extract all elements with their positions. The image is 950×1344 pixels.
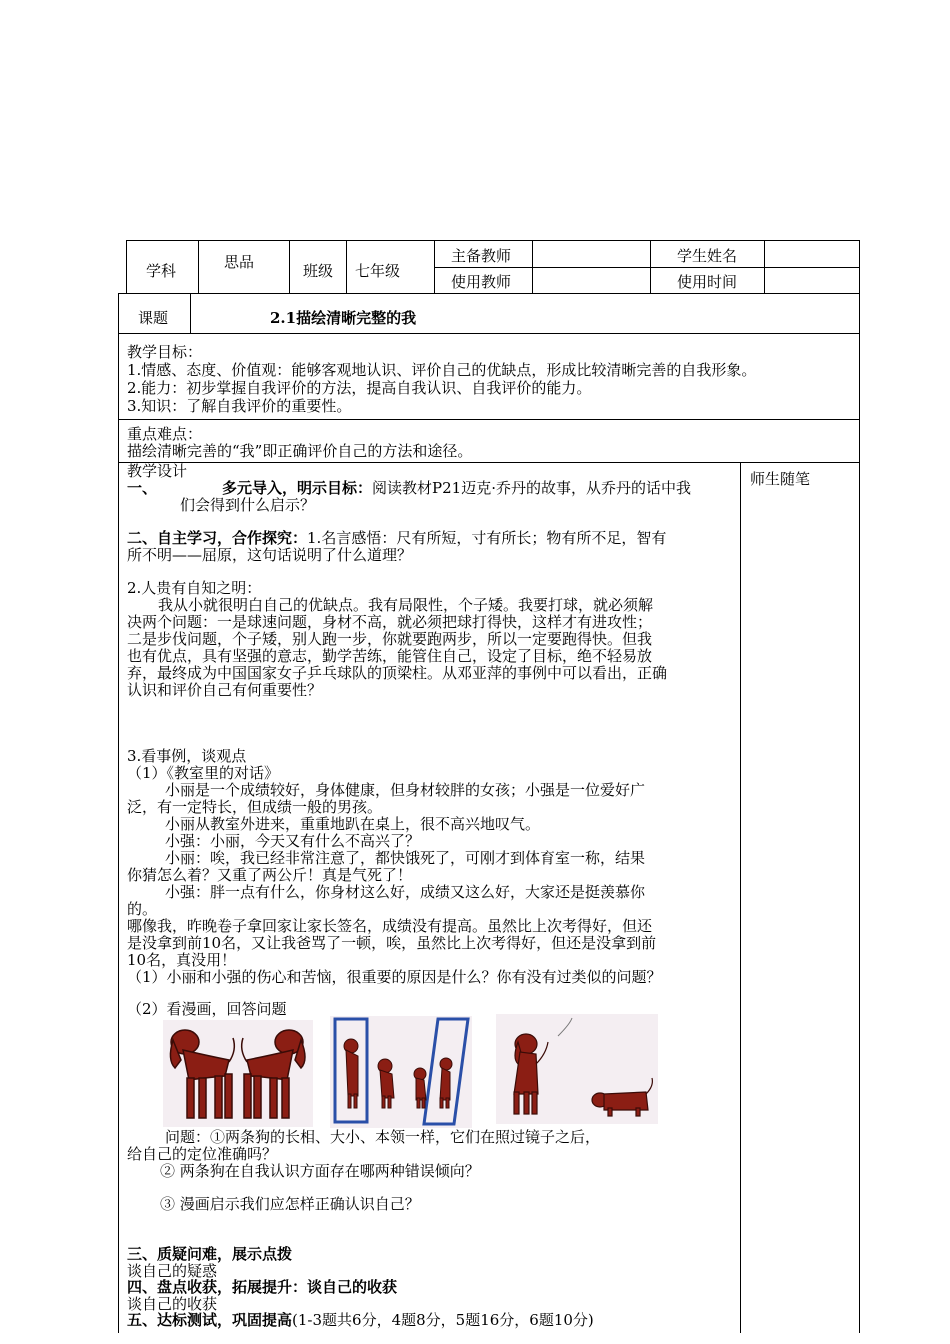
dialog-line: 小丽是一个成绩较好，身体健康，但身材较胖的女孩；小强是一位爱好广 — [165, 781, 646, 799]
section-1 — [222, 480, 691, 497]
comic-question-1-cont: 给自己的定位准确吗？ — [127, 1145, 278, 1163]
key-points-text: 描绘清晰完善的“我”即正确评价自己的方法和途径。 — [127, 442, 473, 460]
comic-question-1: 问题：①两条狗的长相、大小、本领一样，它们在照过镜子之后， — [165, 1128, 601, 1146]
part-2-line: 二是步伐问题，个子矮，别人跑一步，你就要跑两步，所以一定要跑得快。但我 — [127, 630, 653, 648]
section-1-text-cont: 们会得到什么启示？ — [180, 496, 316, 514]
part-3-title: 3.看事例，谈观点 — [127, 747, 247, 765]
notes-label: 师生随笔 — [750, 470, 811, 488]
subject-value: 思品 — [224, 253, 255, 271]
section-5 — [127, 1312, 594, 1329]
part-3-subtitle: （1）《教室里的对话》 — [127, 764, 280, 782]
design-title: 教学设计 — [127, 462, 188, 480]
dialog-line: 哪像我，昨晚卷子拿回家让家长签名，成绩没有提高。虽然比上次考得好，但还 — [127, 917, 653, 935]
dialog-line: 小丽从教室外进来，重重地趴在桌上，很不高兴地叹气。 — [165, 815, 541, 833]
dialog-line: 小强：胖一点有什么，你身材这么好，成绩又这么好，大家还是挺羡慕你 — [165, 883, 646, 901]
section-2-heading: 二、自主学习，合作探究： — [127, 529, 308, 547]
subject-label: 学科 — [146, 262, 177, 280]
question-2-title: （2）看漫画，回答问题 — [127, 1000, 287, 1018]
goal-item: 3.知识：了解自我评价的重要性。 — [127, 397, 352, 415]
key-points-title: 重点难点： — [127, 425, 203, 443]
class-label: 班级 — [303, 262, 334, 280]
section-1-text: 阅读教材P21迈克·乔丹的故事，从乔丹的话中我 — [372, 479, 691, 497]
section-5-text: (1-3题共6分，4题8分，5题16分，6题10分) — [292, 1311, 594, 1329]
lead-teacher-label: 主备教师 — [451, 247, 512, 265]
class-value: 七年级 — [355, 262, 401, 280]
goals-title: 教学目标： — [127, 343, 203, 361]
part-2-line: 决两个问题：一是球速问题，身材不高，就必须把球打得快，这样才有进攻性； — [127, 613, 653, 631]
comic-question-2: ② 两条狗在自我认识方面存在哪两种错误倾向？ — [160, 1162, 480, 1180]
user-teacher-label: 使用教师 — [451, 273, 512, 291]
dialog-line: 的。 — [127, 900, 158, 918]
dialog-line: 小丽：唉，我已经非常注意了，都快饿死了，可刚才到体育室一称，结果 — [165, 849, 646, 867]
section-2-text: 1.名言感悟：尺有所短，寸有所长；物有所不足，智有 — [307, 529, 667, 547]
section-4-text: 谈自己的收获 — [127, 1295, 218, 1313]
dialog-line: 小强：小丽，今天又有什么不高兴了？ — [165, 832, 421, 850]
section-1-number: 一、 — [127, 479, 158, 497]
section-2-text-cont: 所不明——屈原，这句话说明了什么道理？ — [127, 546, 413, 564]
dialog-line: 是没拿到前10名，又让我爸骂了一顿，唉，虽然比上次考得好，但还是没拿到前 — [127, 934, 657, 952]
section-4-heading: 四、盘点收获，拓展提升：谈自己的收获 — [127, 1278, 398, 1296]
dialog-line: 你猜怎么着？又重了两公斤！真是气死了！ — [127, 866, 413, 884]
topic-label: 课题 — [138, 309, 169, 327]
comic-panel-3-dogs-image — [496, 1014, 658, 1124]
student-name-label: 学生姓名 — [677, 247, 738, 265]
section-5-heading: 五、达标测试，巩固提高 — [127, 1311, 293, 1329]
part-2-line: 弃，最终成为中国国家女子乒乓球队的顶梁柱。从邓亚萍的事例中可以看出，正确 — [127, 664, 668, 682]
goal-item: 1.情感、态度、价值观：能够客观地认识、评价自己的优缺点，形成比较清晰完善的自我形象。 — [127, 361, 757, 379]
dialog-line: 10名，真没用！ — [127, 951, 237, 969]
part-2-line: 也有优点，具有坚强的意志，勤学苦练，能管住自己，设定了目标，绝不轻易放 — [127, 647, 653, 665]
goal-item: 2.能力：初步掌握自我评价的方法，提高自我认识、自我评价的能力。 — [127, 379, 592, 397]
dialog-line: 泛，有一定特长，但成绩一般的男孩。 — [127, 798, 383, 816]
part-2-title: 2.人贵有自知之明： — [127, 579, 262, 597]
section-3-heading: 三、质疑问难，展示点拨 — [127, 1245, 293, 1263]
comic-panel-2-mirror-image — [330, 1016, 472, 1128]
comic-question-3: ③ 漫画启示我们应怎样正确认识自己？ — [160, 1195, 420, 1213]
section-2 — [127, 530, 666, 547]
topic-title: 2.1描绘清晰完整的我 — [270, 309, 417, 327]
part-2-line: 我从小就很明白自己的优缺点。我有局限性，个子矮。我要打球，就必须解 — [158, 596, 654, 614]
comic-panel-1-dogs-image — [163, 1020, 313, 1127]
part-2-line: 认识和评价自己有何重要性？ — [127, 681, 323, 699]
question-1: （1）小丽和小强的伤心和苦恼，很重要的原因是什么？你有没有过类似的问题？ — [127, 968, 662, 986]
use-time-label: 使用时间 — [677, 273, 738, 291]
section-1-heading: 多元导入，明示目标： — [222, 479, 373, 497]
section-3-text: 谈自己的疑惑 — [127, 1262, 218, 1280]
